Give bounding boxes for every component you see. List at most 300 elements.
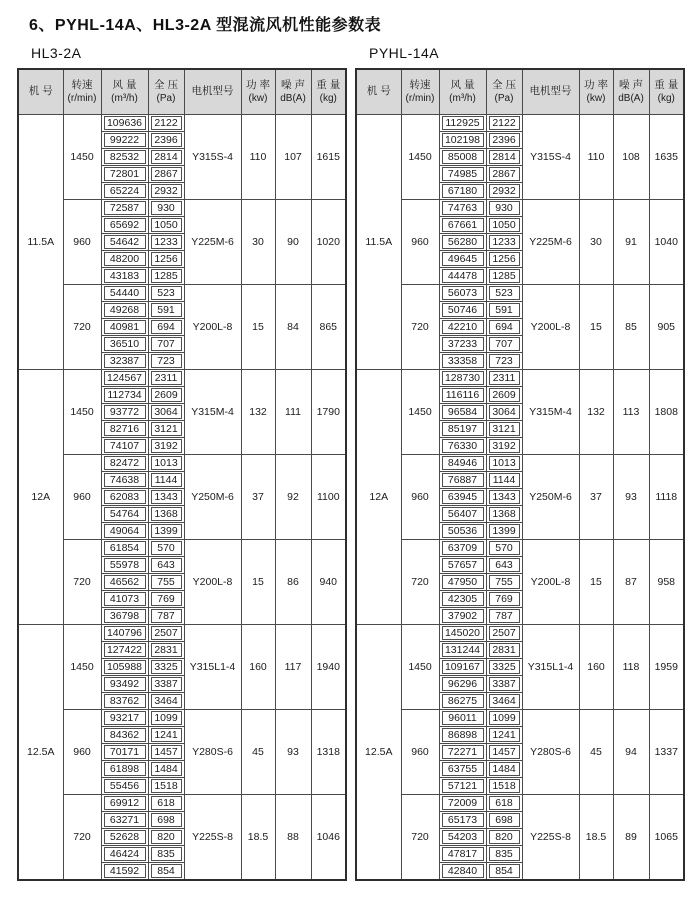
pressure-cell bbox=[148, 421, 184, 438]
volume-cell-value: 46562 bbox=[104, 575, 146, 589]
pressure-cell bbox=[486, 387, 522, 404]
pressure-cell bbox=[486, 625, 522, 642]
power-cell: 18.5 bbox=[241, 795, 275, 881]
speed-cell: 720 bbox=[63, 795, 101, 881]
weight-cell: 1615 bbox=[311, 115, 346, 200]
pressure-cell-value: 618 bbox=[489, 796, 520, 810]
motor-cell: Y200L-8 bbox=[522, 285, 579, 370]
volume-cell-value: 42305 bbox=[442, 592, 484, 606]
table-row bbox=[356, 455, 684, 472]
pressure-cell-value: 591 bbox=[489, 303, 520, 317]
speed-cell: 720 bbox=[401, 795, 439, 881]
pressure-cell-value: 3325 bbox=[489, 660, 520, 674]
pressure-cell bbox=[486, 455, 522, 472]
pressure-cell bbox=[486, 676, 522, 693]
weight-cell: 1959 bbox=[649, 625, 684, 710]
volume-cell-value: 67180 bbox=[442, 184, 484, 198]
pressure-cell bbox=[148, 234, 184, 251]
table-row bbox=[356, 285, 684, 302]
volume-cell bbox=[101, 115, 148, 132]
motor-cell: Y315L1-4 bbox=[522, 625, 579, 710]
pressure-cell-value: 694 bbox=[151, 320, 182, 334]
pressure-cell bbox=[148, 506, 184, 523]
pressure-cell-value: 698 bbox=[151, 813, 182, 827]
power-cell: 15 bbox=[579, 285, 613, 370]
pressure-cell-value: 2122 bbox=[489, 116, 520, 130]
volume-cell bbox=[101, 591, 148, 608]
volume-cell bbox=[101, 778, 148, 795]
pressure-cell bbox=[148, 268, 184, 285]
volume-cell bbox=[439, 693, 486, 710]
pressure-cell bbox=[486, 659, 522, 676]
volume-cell-value: 72587 bbox=[104, 201, 146, 215]
volume-cell bbox=[101, 863, 148, 881]
power-cell: 132 bbox=[579, 370, 613, 455]
volume-cell bbox=[101, 574, 148, 591]
header-unit-1: (r/min) bbox=[405, 93, 435, 105]
volume-cell-value: 76330 bbox=[442, 439, 484, 453]
pressure-cell bbox=[148, 795, 184, 812]
volume-cell bbox=[439, 438, 486, 455]
table-row bbox=[356, 625, 684, 642]
pressure-cell bbox=[148, 846, 184, 863]
table-pyhl-14a bbox=[355, 45, 683, 881]
motor-cell: Y280S-6 bbox=[184, 710, 241, 795]
pressure-cell-value: 820 bbox=[151, 830, 182, 844]
volume-cell bbox=[101, 455, 148, 472]
noise-cell: 111 bbox=[275, 370, 311, 455]
volume-cell bbox=[101, 387, 148, 404]
pressure-cell bbox=[486, 591, 522, 608]
pressure-cell-value: 854 bbox=[151, 864, 182, 878]
pressure-cell bbox=[486, 608, 522, 625]
pressure-cell bbox=[486, 540, 522, 557]
pressure-cell bbox=[148, 387, 184, 404]
volume-cell bbox=[101, 642, 148, 659]
pressure-cell bbox=[148, 761, 184, 778]
pressure-cell-value: 755 bbox=[489, 575, 520, 589]
model-cell: 11.5A bbox=[18, 115, 63, 370]
volume-cell bbox=[439, 200, 486, 217]
volume-cell bbox=[439, 506, 486, 523]
pressure-cell-value: 2122 bbox=[151, 116, 182, 130]
pressure-cell-value: 2932 bbox=[151, 184, 182, 198]
pressure-cell bbox=[486, 166, 522, 183]
pressure-cell bbox=[148, 200, 184, 217]
volume-cell-value: 50746 bbox=[442, 303, 484, 317]
table-row bbox=[18, 370, 346, 387]
volume-cell bbox=[439, 557, 486, 574]
speed-cell: 1450 bbox=[63, 370, 101, 455]
pressure-cell-value: 2609 bbox=[489, 388, 520, 402]
volume-cell-value: 128730 bbox=[442, 371, 484, 385]
header-cell-3: 全 压 (Pa) bbox=[148, 69, 184, 115]
pressure-cell-value: 723 bbox=[151, 354, 182, 368]
volume-cell-value: 93772 bbox=[104, 405, 146, 419]
volume-cell-value: 82472 bbox=[104, 456, 146, 470]
pressure-cell-value: 3387 bbox=[489, 677, 520, 691]
volume-cell-value: 63271 bbox=[104, 813, 146, 827]
speed-cell: 960 bbox=[63, 710, 101, 795]
power-cell: 110 bbox=[241, 115, 275, 200]
table-row bbox=[356, 115, 684, 132]
volume-cell bbox=[101, 404, 148, 421]
pressure-cell-value: 707 bbox=[151, 337, 182, 351]
header-cell-4: 电机型号 bbox=[522, 69, 579, 115]
pressure-cell-value: 1013 bbox=[489, 456, 520, 470]
volume-cell bbox=[101, 540, 148, 557]
pressure-cell bbox=[486, 285, 522, 302]
volume-cell-value: 82532 bbox=[104, 150, 146, 164]
pressure-cell-value: 1013 bbox=[151, 456, 182, 470]
volume-cell-value: 72009 bbox=[442, 796, 484, 810]
pressure-cell bbox=[486, 200, 522, 217]
header-unit-2: (m³/h) bbox=[449, 93, 476, 105]
volume-cell bbox=[101, 829, 148, 846]
spec-table bbox=[355, 68, 685, 881]
weight-cell: 1046 bbox=[311, 795, 346, 881]
volume-cell bbox=[439, 132, 486, 149]
pressure-cell-value: 1050 bbox=[489, 218, 520, 232]
table-row bbox=[18, 710, 346, 727]
volume-cell bbox=[101, 268, 148, 285]
header-cell-6: 噪 声 dB(A) bbox=[613, 69, 649, 115]
volume-cell-value: 56073 bbox=[442, 286, 484, 300]
table-row bbox=[18, 200, 346, 217]
volume-cell bbox=[439, 370, 486, 387]
noise-cell: 107 bbox=[275, 115, 311, 200]
volume-cell-value: 41073 bbox=[104, 592, 146, 606]
power-cell: 45 bbox=[241, 710, 275, 795]
volume-cell bbox=[439, 761, 486, 778]
power-cell: 110 bbox=[579, 115, 613, 200]
volume-cell-value: 112925 bbox=[442, 116, 484, 130]
volume-cell bbox=[101, 166, 148, 183]
volume-cell-value: 54764 bbox=[104, 507, 146, 521]
table-hl3-2a bbox=[17, 45, 345, 881]
volume-cell bbox=[101, 285, 148, 302]
volume-cell-value: 50536 bbox=[442, 524, 484, 538]
volume-cell-value: 62083 bbox=[104, 490, 146, 504]
weight-cell: 1337 bbox=[649, 710, 684, 795]
pressure-cell bbox=[148, 523, 184, 540]
pressure-cell-value: 3192 bbox=[489, 439, 520, 453]
power-cell: 30 bbox=[579, 200, 613, 285]
volume-cell bbox=[439, 659, 486, 676]
pressure-cell-value: 1343 bbox=[151, 490, 182, 504]
volume-cell bbox=[439, 336, 486, 353]
pressure-cell bbox=[486, 319, 522, 336]
pressure-cell-value: 1241 bbox=[489, 728, 520, 742]
pressure-cell bbox=[148, 472, 184, 489]
header-unit-5: (kw) bbox=[248, 93, 268, 105]
volume-cell-value: 63709 bbox=[442, 541, 484, 555]
volume-cell-value: 37902 bbox=[442, 609, 484, 623]
volume-cell bbox=[439, 523, 486, 540]
volume-cell bbox=[439, 234, 486, 251]
volume-cell-value: 63755 bbox=[442, 762, 484, 776]
volume-cell bbox=[101, 625, 148, 642]
pressure-cell-value: 2867 bbox=[151, 167, 182, 181]
header-unit-6: dB(A) bbox=[280, 93, 306, 105]
motor-cell: Y315L1-4 bbox=[184, 625, 241, 710]
power-cell: 30 bbox=[241, 200, 275, 285]
header-cell-0: 机 号 bbox=[356, 69, 401, 115]
volume-cell-value: 63945 bbox=[442, 490, 484, 504]
pressure-cell-value: 930 bbox=[489, 201, 520, 215]
noise-cell: 84 bbox=[275, 285, 311, 370]
volume-cell bbox=[101, 472, 148, 489]
volume-cell-value: 46424 bbox=[104, 847, 146, 861]
motor-cell: Y200L-8 bbox=[184, 540, 241, 625]
volume-cell-value: 84362 bbox=[104, 728, 146, 742]
weight-cell: 1940 bbox=[311, 625, 346, 710]
weight-cell: 1118 bbox=[649, 455, 684, 540]
volume-cell bbox=[439, 183, 486, 200]
volume-cell bbox=[439, 302, 486, 319]
volume-cell bbox=[439, 727, 486, 744]
volume-cell bbox=[101, 200, 148, 217]
pressure-cell-value: 1484 bbox=[151, 762, 182, 776]
volume-cell bbox=[439, 540, 486, 557]
header-cell-1: 转速 (r/min) bbox=[401, 69, 439, 115]
volume-cell-value: 70171 bbox=[104, 745, 146, 759]
pressure-cell-value: 835 bbox=[489, 847, 520, 861]
pressure-cell bbox=[486, 693, 522, 710]
header-cell-7: 重 量 (kg) bbox=[649, 69, 684, 115]
volume-cell-value: 44478 bbox=[442, 269, 484, 283]
power-cell: 18.5 bbox=[579, 795, 613, 881]
volume-cell bbox=[101, 744, 148, 761]
pressure-cell bbox=[148, 744, 184, 761]
pressure-cell-value: 723 bbox=[489, 354, 520, 368]
pressure-cell-value: 1457 bbox=[489, 745, 520, 759]
header-cell-3: 全 压 (Pa) bbox=[486, 69, 522, 115]
pressure-cell-value: 1368 bbox=[151, 507, 182, 521]
table-row bbox=[356, 370, 684, 387]
volume-cell bbox=[101, 727, 148, 744]
volume-cell bbox=[439, 710, 486, 727]
volume-cell-value: 85197 bbox=[442, 422, 484, 436]
pressure-cell-value: 769 bbox=[151, 592, 182, 606]
volume-cell-value: 65173 bbox=[442, 813, 484, 827]
header-unit-1: (r/min) bbox=[67, 93, 97, 105]
noise-cell: 91 bbox=[613, 200, 649, 285]
volume-cell-value: 47817 bbox=[442, 847, 484, 861]
weight-cell: 1790 bbox=[311, 370, 346, 455]
pressure-cell bbox=[148, 625, 184, 642]
pressure-cell-value: 643 bbox=[489, 558, 520, 572]
pressure-cell-value: 523 bbox=[151, 286, 182, 300]
pressure-cell-value: 1518 bbox=[489, 779, 520, 793]
volume-cell bbox=[101, 149, 148, 166]
pressure-cell bbox=[486, 829, 522, 846]
table-row bbox=[356, 540, 684, 557]
pressure-cell bbox=[148, 251, 184, 268]
pressure-cell bbox=[486, 421, 522, 438]
pressure-cell bbox=[148, 489, 184, 506]
pressure-cell bbox=[148, 404, 184, 421]
model-cell: 12.5A bbox=[356, 625, 401, 881]
table-row bbox=[18, 455, 346, 472]
volume-cell bbox=[439, 472, 486, 489]
volume-cell bbox=[439, 829, 486, 846]
header-cell-4: 电机型号 bbox=[184, 69, 241, 115]
speed-cell: 960 bbox=[401, 455, 439, 540]
pressure-cell-value: 3064 bbox=[151, 405, 182, 419]
pressure-cell bbox=[486, 710, 522, 727]
noise-cell: 93 bbox=[275, 710, 311, 795]
volume-cell-value: 57121 bbox=[442, 779, 484, 793]
pressure-cell-value: 820 bbox=[489, 830, 520, 844]
speed-cell: 1450 bbox=[401, 370, 439, 455]
volume-cell bbox=[101, 319, 148, 336]
pressure-cell bbox=[148, 353, 184, 370]
noise-cell: 88 bbox=[275, 795, 311, 881]
volume-cell-value: 36798 bbox=[104, 609, 146, 623]
pressure-cell bbox=[486, 523, 522, 540]
pressure-cell bbox=[486, 353, 522, 370]
header-cell-0: 机 号 bbox=[18, 69, 63, 115]
power-cell: 15 bbox=[579, 540, 613, 625]
pressure-cell-value: 1241 bbox=[151, 728, 182, 742]
pressure-cell-value: 523 bbox=[489, 286, 520, 300]
noise-cell: 86 bbox=[275, 540, 311, 625]
volume-cell bbox=[439, 863, 486, 881]
pressure-cell-value: 1144 bbox=[151, 473, 182, 487]
volume-cell-value: 124567 bbox=[104, 371, 146, 385]
table-header bbox=[356, 69, 684, 115]
table-row bbox=[356, 795, 684, 812]
volume-cell-value: 67661 bbox=[442, 218, 484, 232]
pressure-cell-value: 755 bbox=[151, 575, 182, 589]
volume-cell bbox=[439, 319, 486, 336]
volume-cell-value: 52628 bbox=[104, 830, 146, 844]
volume-cell-value: 61898 bbox=[104, 762, 146, 776]
pressure-cell bbox=[148, 642, 184, 659]
volume-cell-value: 93492 bbox=[104, 677, 146, 691]
volume-cell bbox=[439, 251, 486, 268]
pressure-cell bbox=[486, 778, 522, 795]
table-row bbox=[356, 710, 684, 727]
pressure-cell-value: 3121 bbox=[489, 422, 520, 436]
pressure-cell-value: 2831 bbox=[489, 643, 520, 657]
volume-cell-value: 33358 bbox=[442, 354, 484, 368]
volume-cell bbox=[439, 625, 486, 642]
weight-cell: 905 bbox=[649, 285, 684, 370]
volume-cell-value: 72271 bbox=[442, 745, 484, 759]
volume-cell-value: 105988 bbox=[104, 660, 146, 674]
volume-cell-value: 102198 bbox=[442, 133, 484, 147]
header-cell-2: 风 量 (m³/h) bbox=[439, 69, 486, 115]
pressure-cell bbox=[486, 744, 522, 761]
pressure-cell bbox=[148, 217, 184, 234]
volume-cell-value: 82716 bbox=[104, 422, 146, 436]
volume-cell bbox=[439, 744, 486, 761]
volume-cell bbox=[439, 149, 486, 166]
speed-cell: 960 bbox=[63, 200, 101, 285]
pressure-cell bbox=[486, 472, 522, 489]
volume-cell bbox=[439, 778, 486, 795]
pressure-cell bbox=[148, 336, 184, 353]
volume-cell bbox=[101, 234, 148, 251]
volume-cell bbox=[101, 489, 148, 506]
noise-cell: 113 bbox=[613, 370, 649, 455]
pressure-cell-value: 787 bbox=[489, 609, 520, 623]
pressure-cell-value: 1256 bbox=[489, 252, 520, 266]
pressure-cell-value: 707 bbox=[489, 337, 520, 351]
pressure-cell bbox=[148, 676, 184, 693]
volume-cell-value: 49645 bbox=[442, 252, 484, 266]
pressure-cell-value: 2311 bbox=[151, 371, 182, 385]
volume-cell bbox=[439, 353, 486, 370]
weight-cell: 940 bbox=[311, 540, 346, 625]
pressure-cell-value: 570 bbox=[151, 541, 182, 555]
pressure-cell-value: 854 bbox=[489, 864, 520, 878]
power-cell: 15 bbox=[241, 285, 275, 370]
pressure-cell-value: 1343 bbox=[489, 490, 520, 504]
pressure-cell-value: 2507 bbox=[151, 626, 182, 640]
pressure-cell bbox=[486, 812, 522, 829]
noise-cell: 108 bbox=[613, 115, 649, 200]
volume-cell bbox=[101, 710, 148, 727]
pressure-cell-value: 3464 bbox=[489, 694, 520, 708]
speed-cell: 720 bbox=[63, 540, 101, 625]
volume-cell bbox=[439, 574, 486, 591]
weight-cell: 1065 bbox=[649, 795, 684, 881]
noise-cell: 93 bbox=[613, 455, 649, 540]
volume-cell bbox=[439, 285, 486, 302]
pressure-cell bbox=[486, 404, 522, 421]
volume-cell-value: 74763 bbox=[442, 201, 484, 215]
pressure-cell bbox=[486, 370, 522, 387]
pressure-cell bbox=[486, 302, 522, 319]
pressure-cell-value: 787 bbox=[151, 609, 182, 623]
pressure-cell-value: 1099 bbox=[489, 711, 520, 725]
volume-cell bbox=[101, 438, 148, 455]
table-body bbox=[18, 115, 346, 881]
speed-cell: 720 bbox=[63, 285, 101, 370]
volume-cell bbox=[101, 132, 148, 149]
volume-cell-value: 99222 bbox=[104, 133, 146, 147]
pressure-cell bbox=[148, 438, 184, 455]
volume-cell bbox=[101, 183, 148, 200]
pressure-cell bbox=[486, 846, 522, 863]
volume-cell bbox=[439, 455, 486, 472]
header-unit-2: (m³/h) bbox=[111, 93, 138, 105]
volume-cell-value: 74985 bbox=[442, 167, 484, 181]
header-unit-7: (kg) bbox=[657, 93, 675, 105]
pressure-cell-value: 694 bbox=[489, 320, 520, 334]
pressure-cell bbox=[486, 574, 522, 591]
volume-cell-value: 37233 bbox=[442, 337, 484, 351]
pressure-cell bbox=[486, 132, 522, 149]
volume-cell-value: 74107 bbox=[104, 439, 146, 453]
table-subtitle-pyhl-14a: PYHL-14A bbox=[369, 45, 440, 61]
volume-cell-value: 86275 bbox=[442, 694, 484, 708]
pressure-cell-value: 591 bbox=[151, 303, 182, 317]
pressure-cell bbox=[486, 217, 522, 234]
pressure-cell-value: 3464 bbox=[151, 694, 182, 708]
volume-cell-value: 42210 bbox=[442, 320, 484, 334]
power-cell: 132 bbox=[241, 370, 275, 455]
volume-cell bbox=[101, 302, 148, 319]
table-body bbox=[356, 115, 684, 881]
volume-cell-value: 61854 bbox=[104, 541, 146, 555]
volume-cell-value: 74638 bbox=[104, 473, 146, 487]
header-cell-6: 噪 声 dB(A) bbox=[275, 69, 311, 115]
power-cell: 160 bbox=[579, 625, 613, 710]
